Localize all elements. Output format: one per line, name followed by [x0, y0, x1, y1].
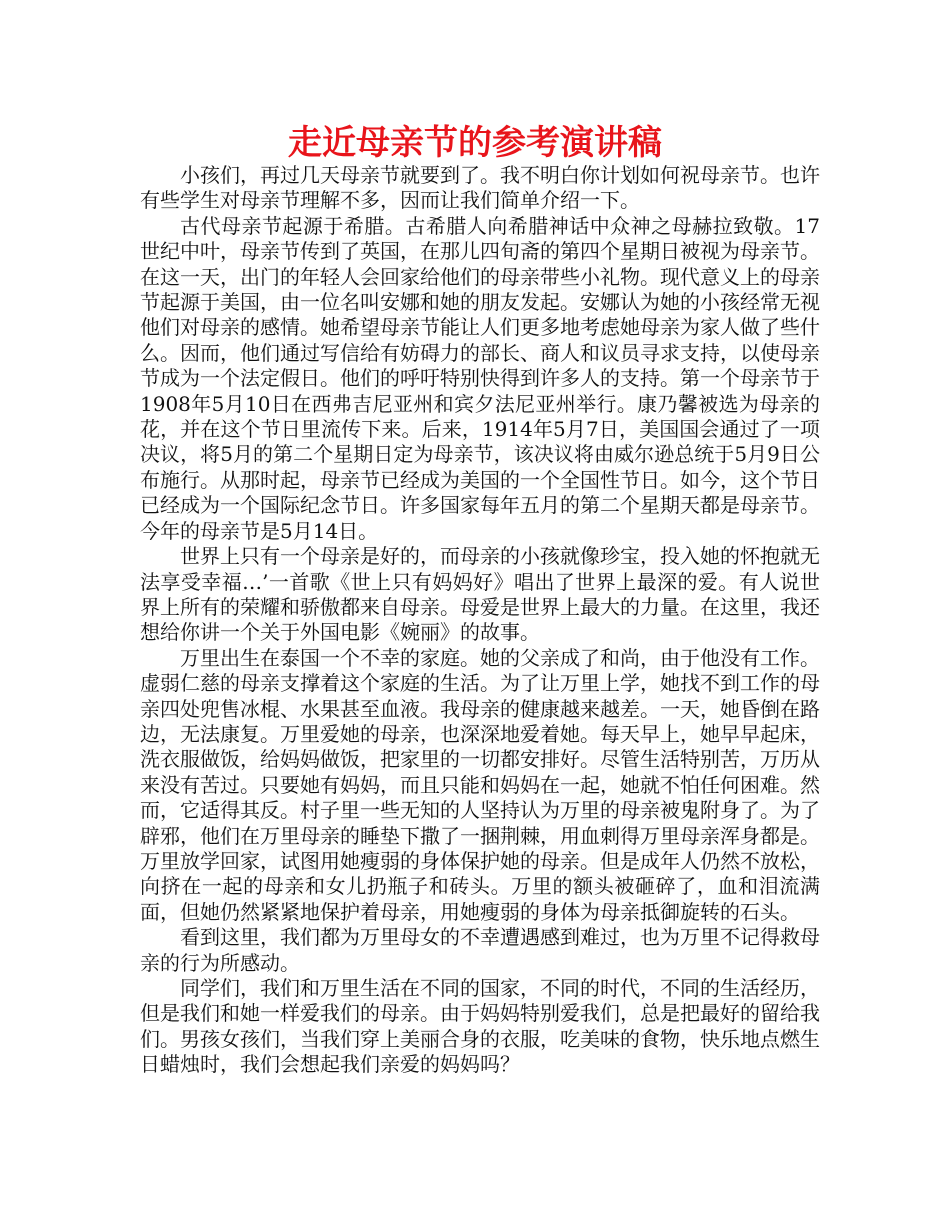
- document-title: 走近母亲节的参考演讲稿: [288, 123, 662, 163]
- paragraph-4: 万里出生在泰国一个不幸的家庭。她的父亲成了和尚，由于他没有工作。虚弱仁慈的母亲支撑着这个家庭的生活。为了让万里上学，她找不到工作的母亲四处兜售冰棍、水果甚至血液。我母亲的健康越来越差。一天，她昏倒在路边，无法康复。万里爱她的母亲，也深深地爱着她。每天早上，她早早起床，洗衣服做饭，给妈妈做饭，把家里的一切都安排好。尽管生活特别苦，万历从来没有苦过。只要她有妈妈，而且只能和妈妈在一起，她就不怕任何困难。然而，它适得其反。村子里一些无知的人坚持认为万里的母亲被鬼附身了。为了辟邪，他们在万里母亲的睡垫下撒了一捆荆棘，用血刺得万里母亲浑身都是。万里放学回家，试图用她瘦弱的身体保护她的母亲。但是成年人仍然不放松，向挤在一起的母亲和女儿扔瓶子和砖头。万里的额头被砸碎了，血和泪流满面，但她仍然紧紧地保护着母亲，用她瘦弱的身体为母亲抵御旋转的石头。: [140, 645, 820, 924]
- document-body: [140, 163, 820, 1078]
- paragraph-1: 小孩们，再过几天母亲节就要到了。我不明白你计划如何祝母亲节。也许有些学生对母亲节理解不多，因而让我们简单介绍一下。: [140, 163, 820, 213]
- paragraph-6: 同学们，我们和万里生活在不同的国家，不同的时代，不同的生活经历，但是我们和她一样爱我们的母亲。由于妈妈特别爱我们，总是把最好的留给我们。男孩女孩们，当我们穿上美丽合身的衣服，吃美味的食物，快乐地点燃生日蜡烛时，我们会想起我们亲爱的妈妈吗？: [140, 976, 820, 1077]
- paragraph-5: 看到这里，我们都为万里母女的不幸遭遇感到难过，也为万里不记得救母亲的行为所感动。: [140, 925, 820, 975]
- paragraph-2: 古代母亲节起源于希腊。古希腊人向希腊神话中众神之母赫拉致敬。17世纪中叶，母亲节传到了英国，在那儿四旬斋的第四个星期日被视为母亲节。在这一天，出门的年轻人会回家给他们的母亲带些小礼物。现代意义上的母亲节起源于美国，由一位名叫安娜和她的朋友发起。安娜认为她的小孩经常无视他们对母亲的感情。她希望母亲节能让人们更多地考虑她母亲为家人做了些什么。因而，他们通过写信给有妨碍力的部长、商人和议员寻求支持，以使母亲节成为一个法定假日。他们的呼吁特别快得到许多人的支持。第一个母亲节于1908年5月10日在西弗吉尼亚州和宾夕法尼亚州举行。康乃馨被选为母亲的花，并在这个节日里流传下来。后来，1914年5月7日，美国国会通过了一项决议，将5月的第二个星期日定为母亲节，该决议将由威尔逊总统于5月9日公布施行。从那时起，母亲节已经成为美国的一个全国性节日。如今，这个节日已经成为一个国际纪念节日。许多国家每年五月的第二个星期天都是母亲节。今年的母亲节是5月14日。: [140, 213, 820, 543]
- paragraph-3: 世界上只有一个母亲是好的，而母亲的小孩就像珍宝，投入她的怀抱就无法享受幸福…’一首歌《世上只有妈妈好》唱出了世界上最深的爱。有人说世界上所有的荣耀和骄傲都来自母亲。母爱是世界上最大的力量。在这里，我还想给你讲一个关于外国电影《婉丽》的故事。: [140, 544, 820, 645]
